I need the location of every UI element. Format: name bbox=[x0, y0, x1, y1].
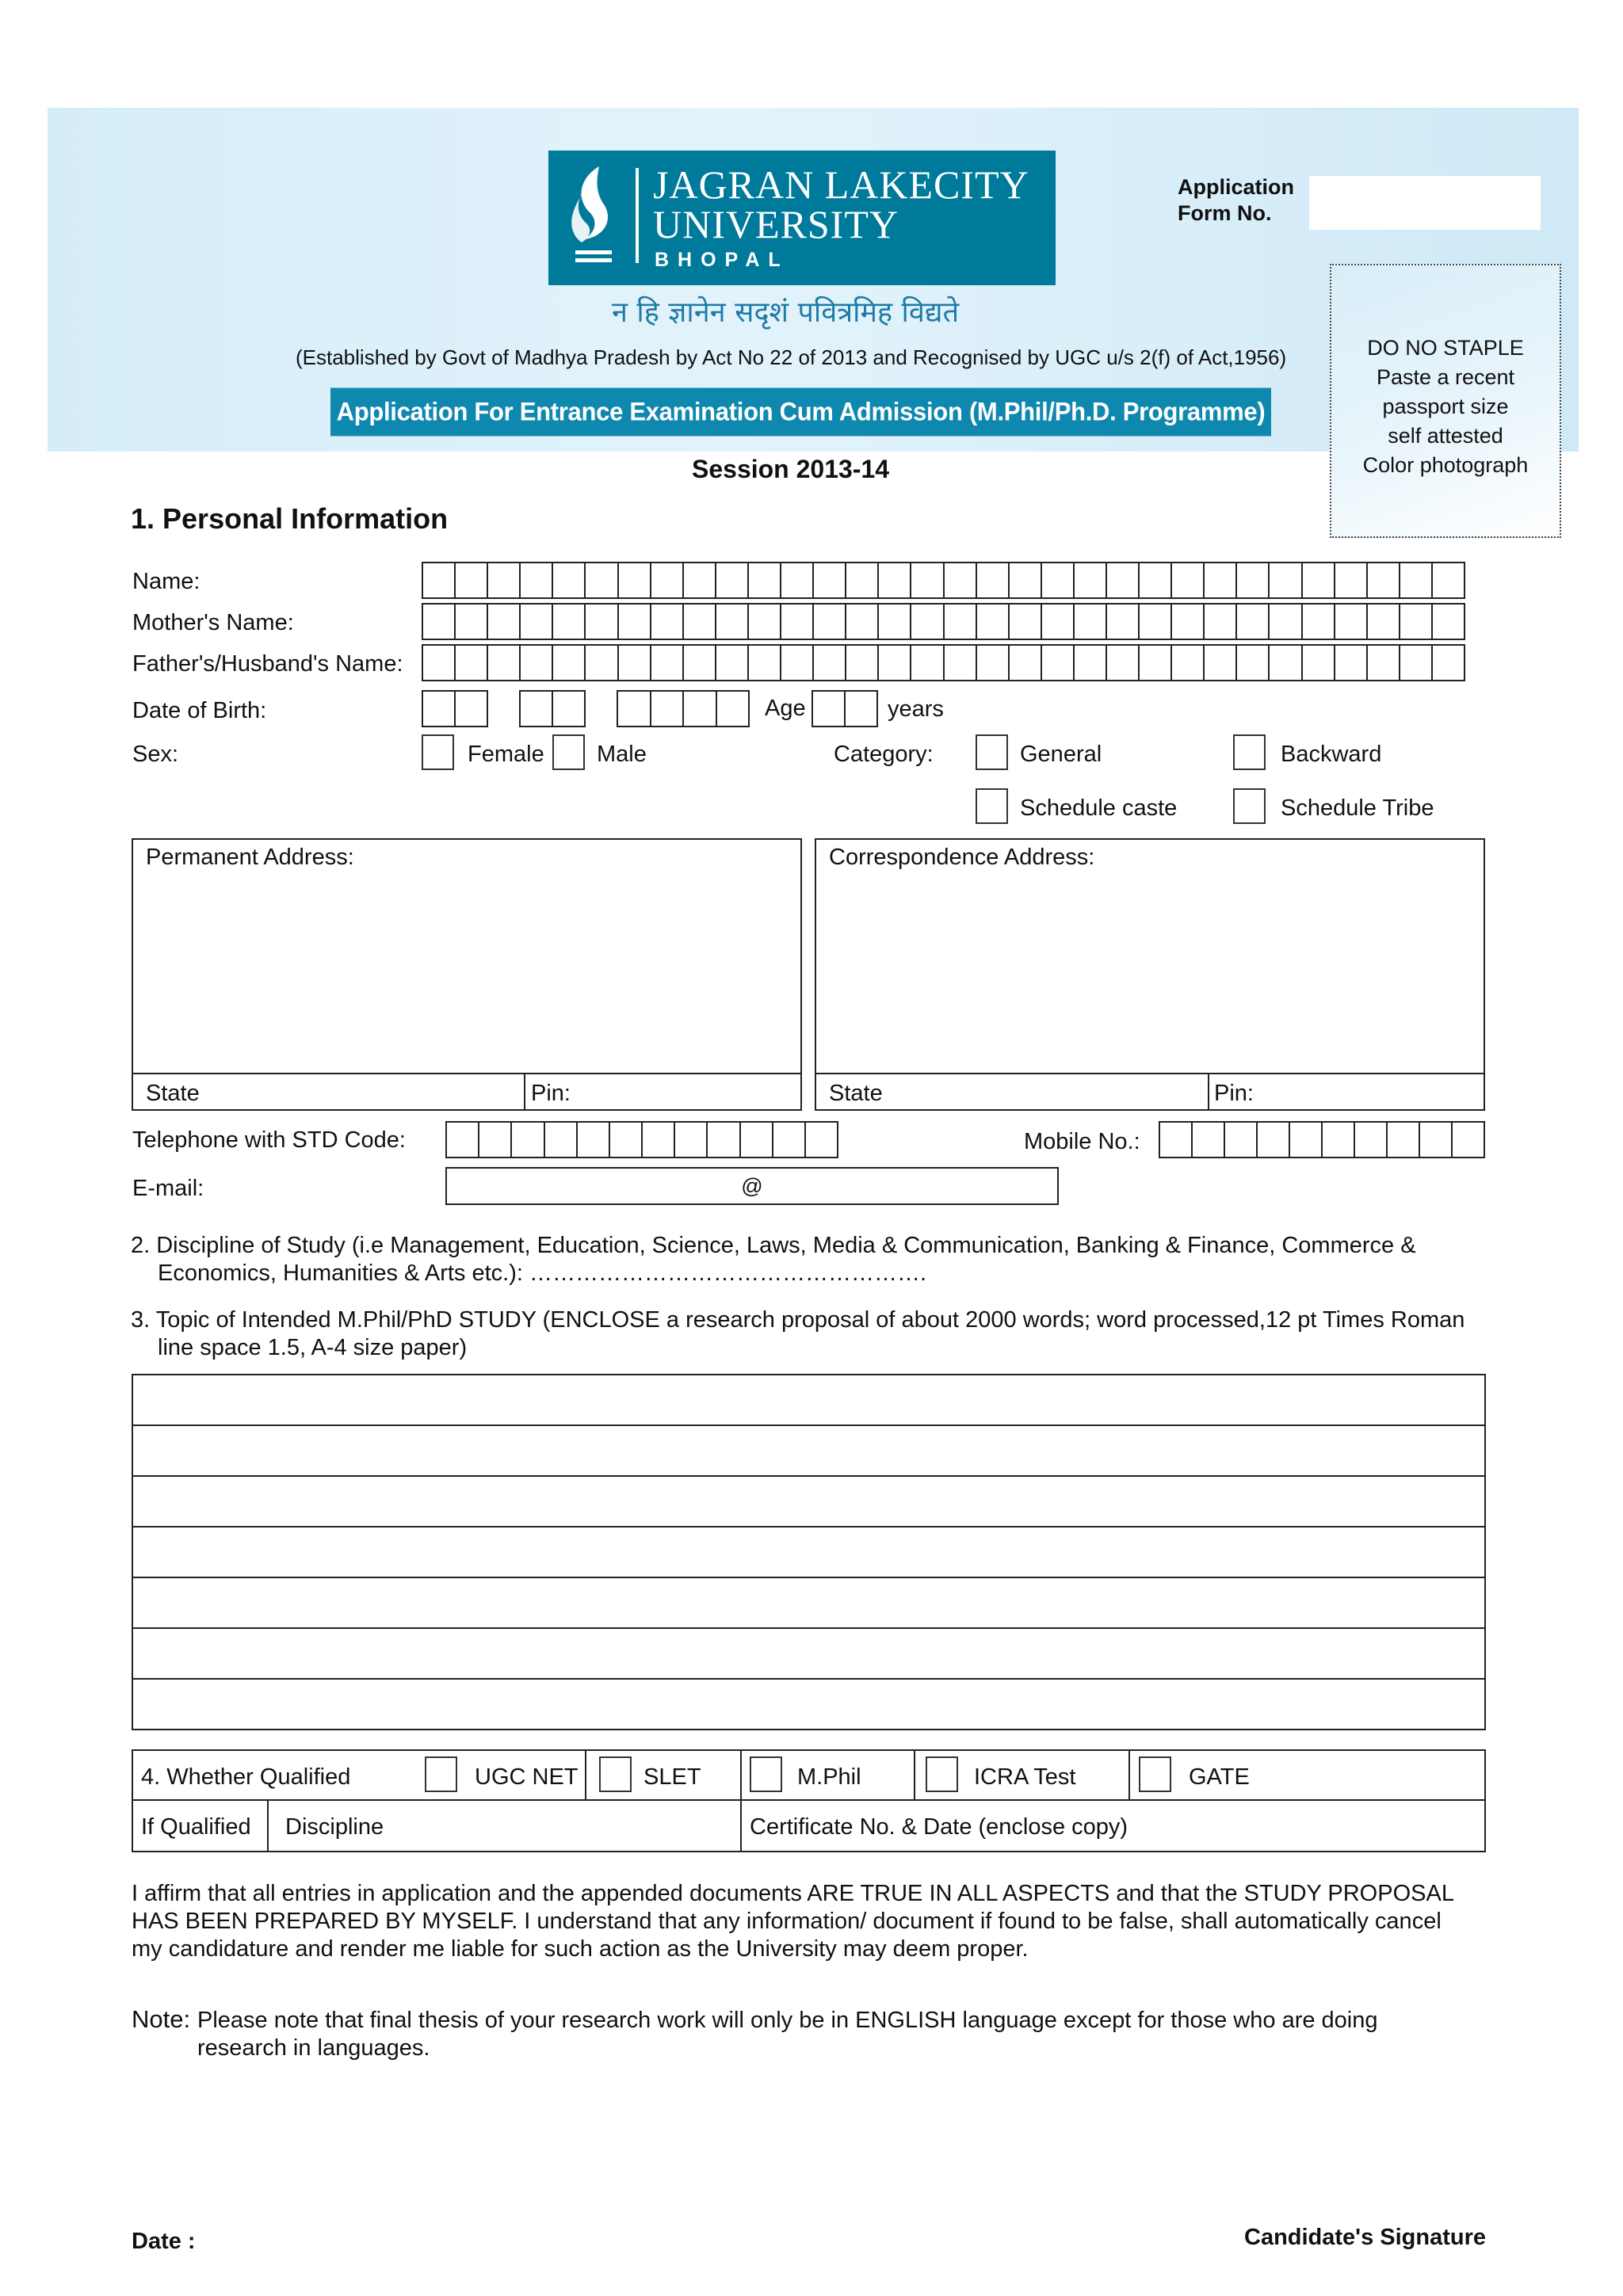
char-cell[interactable] bbox=[846, 646, 879, 680]
char-cell[interactable] bbox=[456, 692, 487, 726]
char-cell[interactable] bbox=[945, 646, 977, 680]
char-cell[interactable] bbox=[684, 692, 717, 726]
email-at-sign: @ bbox=[741, 1174, 763, 1198]
dob-label: Date of Birth: bbox=[132, 698, 267, 723]
char-cell[interactable] bbox=[749, 605, 781, 639]
discipline-line1: 2. Discipline of Study (i.e Management, Education, Science, Laws, Media & Communication, Banking & Finance, Commerce & bbox=[131, 1233, 1416, 1258]
char-cell[interactable] bbox=[1205, 563, 1237, 597]
char-cell[interactable] bbox=[814, 563, 846, 597]
char-cell[interactable] bbox=[1172, 646, 1205, 680]
note-label: Note: bbox=[132, 2005, 191, 2033]
correspondence-state-label: State bbox=[829, 1081, 883, 1106]
char-cell[interactable] bbox=[447, 1123, 479, 1157]
char-cell[interactable] bbox=[1368, 605, 1400, 639]
topic-line2: line space 1.5, A-4 size paper) bbox=[158, 1335, 468, 1360]
char-cell[interactable] bbox=[479, 1123, 512, 1157]
char-cell[interactable] bbox=[814, 646, 846, 680]
char-cell[interactable] bbox=[1258, 1123, 1290, 1157]
char-cell[interactable] bbox=[1323, 1123, 1355, 1157]
char-cell[interactable] bbox=[545, 1123, 578, 1157]
char-cell[interactable] bbox=[553, 563, 586, 597]
topic-line-field[interactable] bbox=[132, 1578, 1486, 1629]
char-cell[interactable] bbox=[488, 646, 521, 680]
form-title-banner: Application For Entrance Examination Cum Admission (M.Phil/Ph.D. Programme) bbox=[330, 388, 1271, 437]
note-line2: research in languages. bbox=[197, 2035, 430, 2061]
logo-text-line2: UNIVERSITY bbox=[653, 202, 899, 246]
char-cell[interactable] bbox=[1172, 563, 1205, 597]
topic-line-field[interactable] bbox=[132, 1477, 1486, 1527]
char-cell[interactable] bbox=[1172, 605, 1205, 639]
photo-instruction: self attested bbox=[1388, 424, 1503, 448]
char-cell[interactable] bbox=[716, 605, 749, 639]
char-cell[interactable] bbox=[1042, 563, 1075, 597]
char-cell[interactable] bbox=[651, 605, 684, 639]
char-cell[interactable] bbox=[814, 605, 846, 639]
char-cell[interactable] bbox=[1368, 563, 1400, 597]
topic-line1: 3. Topic of Intended M.Phil/PhD STUDY (ENCLOSE a research proposal of about 2000 words; word processed,12 pt Times Roman bbox=[131, 1307, 1465, 1333]
char-cell[interactable] bbox=[1193, 1123, 1225, 1157]
char-cell[interactable] bbox=[684, 563, 716, 597]
ugc-net-label: UGC NET bbox=[475, 1764, 579, 1790]
schedule-tribe-label: Schedule Tribe bbox=[1281, 795, 1434, 821]
char-cell[interactable] bbox=[1303, 605, 1335, 639]
char-cell[interactable] bbox=[1433, 605, 1464, 639]
char-cell[interactable] bbox=[619, 563, 651, 597]
char-cell[interactable] bbox=[911, 605, 944, 639]
char-cell[interactable] bbox=[1205, 646, 1237, 680]
char-cell[interactable] bbox=[618, 692, 651, 726]
char-cell[interactable] bbox=[945, 563, 977, 597]
char-cell[interactable] bbox=[488, 605, 521, 639]
char-cell[interactable] bbox=[651, 646, 684, 680]
char-cell[interactable] bbox=[773, 1123, 806, 1157]
char-cell[interactable] bbox=[521, 605, 553, 639]
char-cell[interactable] bbox=[675, 1123, 708, 1157]
char-cell[interactable] bbox=[1303, 646, 1335, 680]
sanskrit-motto: न हि ज्ञानेन सदृशं पवित्रमिह विद्यते bbox=[612, 296, 960, 329]
category-label: Category: bbox=[834, 742, 934, 767]
char-cell[interactable] bbox=[1388, 1123, 1420, 1157]
char-cell[interactable] bbox=[1140, 563, 1172, 597]
char-cell[interactable] bbox=[684, 605, 716, 639]
char-cell[interactable] bbox=[708, 1123, 740, 1157]
affirmation-line1: I affirm that all entries in application and the appended documents ARE TRUE IN ALL ASPECTS and that the STUDY PROPOSAL bbox=[132, 1881, 1454, 1906]
logo-text-line1: JAGRAN LAKECITY bbox=[653, 162, 1029, 207]
flame-emblem-icon bbox=[558, 160, 629, 271]
char-cell[interactable] bbox=[684, 646, 716, 680]
female-label: Female bbox=[468, 742, 544, 767]
discipline-line2: Economics, Humanities & Arts etc.): ……………………………………………. bbox=[158, 1261, 927, 1286]
char-cell[interactable] bbox=[879, 563, 911, 597]
char-cell[interactable] bbox=[1075, 646, 1107, 680]
photo-box[interactable] bbox=[1330, 264, 1561, 538]
father-name-char-boxes[interactable] bbox=[422, 644, 1465, 681]
char-cell[interactable] bbox=[456, 563, 488, 597]
char-cell[interactable] bbox=[423, 692, 456, 726]
char-cell[interactable] bbox=[749, 563, 781, 597]
sex-label: Sex: bbox=[132, 742, 179, 767]
general-label: General bbox=[1020, 742, 1102, 767]
topic-line-field[interactable] bbox=[132, 1375, 1486, 1426]
char-cell[interactable] bbox=[1140, 646, 1172, 680]
char-cell[interactable] bbox=[716, 646, 749, 680]
mother-name-label: Mother's Name: bbox=[132, 610, 294, 635]
char-cell[interactable] bbox=[1107, 605, 1140, 639]
divider bbox=[524, 1073, 525, 1111]
char-cell[interactable] bbox=[1107, 646, 1140, 680]
char-cell[interactable] bbox=[1355, 1123, 1388, 1157]
char-cell[interactable] bbox=[553, 692, 584, 726]
date-label: Date : bbox=[132, 2229, 196, 2254]
char-cell[interactable] bbox=[945, 605, 977, 639]
telephone-boxes[interactable] bbox=[445, 1121, 838, 1158]
divider bbox=[815, 1073, 1485, 1074]
name-label: Name: bbox=[132, 569, 200, 594]
slet-checkbox[interactable] bbox=[599, 1756, 632, 1792]
char-cell[interactable] bbox=[717, 692, 749, 726]
char-cell[interactable] bbox=[879, 646, 911, 680]
char-cell[interactable] bbox=[781, 563, 814, 597]
char-cell[interactable] bbox=[879, 605, 911, 639]
session-title: Session 2013-14 bbox=[692, 455, 890, 483]
char-cell[interactable] bbox=[521, 646, 553, 680]
char-cell[interactable] bbox=[553, 605, 586, 639]
char-cell[interactable] bbox=[586, 605, 618, 639]
photo-instruction: Color photograph bbox=[1362, 453, 1529, 477]
char-cell[interactable] bbox=[619, 605, 651, 639]
char-cell[interactable] bbox=[1368, 646, 1400, 680]
char-cell[interactable] bbox=[456, 605, 488, 639]
divider bbox=[132, 1073, 802, 1074]
email-field[interactable] bbox=[445, 1167, 1059, 1205]
mobile-label: Mobile No.: bbox=[1024, 1129, 1140, 1154]
father-name-label: Father's/Husband's Name: bbox=[132, 651, 403, 677]
char-cell[interactable] bbox=[1303, 563, 1335, 597]
char-cell[interactable] bbox=[977, 646, 1010, 680]
age-boxes[interactable] bbox=[812, 690, 878, 727]
char-cell[interactable] bbox=[741, 1123, 773, 1157]
photo-instruction: DO NO STAPLE bbox=[1367, 336, 1524, 360]
permanent-address-label: Permanent Address: bbox=[146, 845, 354, 870]
photo-instruction: passport size bbox=[1382, 395, 1509, 418]
char-cell[interactable] bbox=[423, 605, 456, 639]
dob-year-boxes[interactable] bbox=[617, 690, 750, 727]
divider bbox=[1128, 1749, 1130, 1800]
char-cell[interactable] bbox=[1400, 563, 1433, 597]
char-cell[interactable] bbox=[1042, 605, 1075, 639]
char-cell[interactable] bbox=[1010, 563, 1042, 597]
form-number-label bbox=[1178, 174, 1294, 227]
slet-label: SLET bbox=[643, 1764, 701, 1790]
char-cell[interactable] bbox=[846, 692, 876, 726]
char-cell[interactable] bbox=[1225, 1123, 1258, 1157]
char-cell[interactable] bbox=[1160, 1123, 1193, 1157]
char-cell[interactable] bbox=[1400, 605, 1433, 639]
form-number-label-line2: Form No. bbox=[1178, 201, 1272, 225]
correspondence-address-box[interactable] bbox=[815, 838, 1485, 1111]
mobile-boxes[interactable] bbox=[1159, 1121, 1485, 1158]
correspondence-address-label: Correspondence Address: bbox=[829, 845, 1095, 870]
char-cell[interactable] bbox=[1140, 605, 1172, 639]
char-cell[interactable] bbox=[1010, 605, 1042, 639]
char-cell[interactable] bbox=[1010, 646, 1042, 680]
backward-checkbox[interactable] bbox=[1233, 734, 1266, 770]
char-cell[interactable] bbox=[521, 563, 553, 597]
if-qualified-label: If Qualified bbox=[141, 1814, 251, 1840]
char-cell[interactable] bbox=[1075, 605, 1107, 639]
section-heading-personal: 1. Personal Information bbox=[131, 502, 449, 535]
name-char-boxes[interactable] bbox=[422, 562, 1465, 599]
university-logo bbox=[548, 151, 1056, 285]
logo-divider bbox=[636, 168, 639, 263]
backward-label: Backward bbox=[1281, 742, 1382, 767]
char-cell[interactable] bbox=[512, 1123, 544, 1157]
char-cell[interactable] bbox=[1433, 646, 1464, 680]
ugc-net-checkbox[interactable] bbox=[425, 1756, 457, 1792]
icra-test-checkbox[interactable] bbox=[926, 1756, 958, 1792]
char-cell[interactable] bbox=[846, 563, 879, 597]
certificate-field-label: Certificate No. & Date (enclose copy) bbox=[750, 1814, 1128, 1840]
gate-label: GATE bbox=[1189, 1764, 1250, 1790]
divider bbox=[914, 1749, 915, 1800]
char-cell[interactable] bbox=[1335, 646, 1368, 680]
char-cell[interactable] bbox=[586, 646, 618, 680]
discipline-field-label: Discipline bbox=[285, 1814, 384, 1840]
char-cell[interactable] bbox=[806, 1123, 837, 1157]
char-cell[interactable] bbox=[977, 605, 1010, 639]
char-cell[interactable] bbox=[423, 563, 456, 597]
age-label: Age bbox=[765, 696, 806, 721]
establishment-note: (Established by Govt of Madhya Pradesh by Act No 22 of 2013 and Recognised by UGC u/s 2(f) of Act,1956) bbox=[296, 345, 1287, 369]
permanent-pin-label: Pin: bbox=[531, 1081, 571, 1106]
char-cell[interactable] bbox=[1335, 563, 1368, 597]
topic-line-field[interactable] bbox=[132, 1629, 1486, 1680]
char-cell[interactable] bbox=[619, 646, 651, 680]
schedule-caste-label: Schedule caste bbox=[1020, 795, 1178, 821]
char-cell[interactable] bbox=[610, 1123, 643, 1157]
divider bbox=[740, 1749, 742, 1852]
char-cell[interactable] bbox=[1237, 563, 1270, 597]
divider bbox=[585, 1749, 586, 1800]
char-cell[interactable] bbox=[578, 1123, 610, 1157]
char-cell[interactable] bbox=[749, 646, 781, 680]
telephone-label: Telephone with STD Code: bbox=[132, 1127, 406, 1153]
years-label: years bbox=[888, 696, 944, 722]
char-cell[interactable] bbox=[651, 692, 685, 726]
char-cell[interactable] bbox=[846, 605, 879, 639]
mphil-label: M.Phil bbox=[797, 1764, 861, 1790]
char-cell[interactable] bbox=[521, 692, 553, 726]
mphil-checkbox[interactable] bbox=[750, 1756, 782, 1792]
logo-text-city: BHOPAL bbox=[655, 249, 789, 271]
char-cell[interactable] bbox=[1107, 563, 1140, 597]
correspondence-pin-label: Pin: bbox=[1214, 1081, 1254, 1106]
char-cell[interactable] bbox=[716, 563, 749, 597]
char-cell[interactable] bbox=[977, 563, 1010, 597]
char-cell[interactable] bbox=[911, 563, 944, 597]
topic-line-field[interactable] bbox=[132, 1426, 1486, 1477]
signature-label: Candidate's Signature bbox=[1244, 2225, 1487, 2250]
whether-qualified-label: 4. Whether Qualified bbox=[141, 1764, 351, 1790]
char-cell[interactable] bbox=[1453, 1123, 1484, 1157]
male-checkbox[interactable] bbox=[552, 734, 585, 770]
char-cell[interactable] bbox=[1290, 1123, 1323, 1157]
schedule-tribe-checkbox[interactable] bbox=[1233, 788, 1266, 824]
char-cell[interactable] bbox=[1433, 563, 1464, 597]
topic-line-field[interactable] bbox=[132, 1527, 1486, 1578]
char-cell[interactable] bbox=[488, 563, 521, 597]
icra-test-label: ICRA Test bbox=[974, 1764, 1076, 1790]
char-cell[interactable] bbox=[1205, 605, 1237, 639]
char-cell[interactable] bbox=[1270, 563, 1302, 597]
char-cell[interactable] bbox=[423, 646, 456, 680]
char-cell[interactable] bbox=[781, 605, 814, 639]
permanent-address-box[interactable] bbox=[132, 838, 802, 1111]
char-cell[interactable] bbox=[456, 646, 488, 680]
schedule-caste-checkbox[interactable] bbox=[976, 788, 1008, 824]
gate-checkbox[interactable] bbox=[1139, 1756, 1171, 1792]
char-cell[interactable] bbox=[553, 646, 586, 680]
char-cell[interactable] bbox=[911, 646, 944, 680]
photo-instruction: Paste a recent bbox=[1376, 365, 1515, 389]
affirmation-line3: my candidature and render me liable for such action as the University may deem proper. bbox=[132, 1936, 1029, 1962]
affirmation-line2: HAS BEEN PREPARED BY MYSELF. I understand that any information/ document if found to be false, shall automatically cancel bbox=[132, 1909, 1442, 1934]
form-number-label-line1: Application bbox=[1178, 175, 1294, 199]
char-cell[interactable] bbox=[1400, 646, 1433, 680]
char-cell[interactable] bbox=[813, 692, 846, 726]
char-cell[interactable] bbox=[1335, 605, 1368, 639]
divider bbox=[267, 1800, 269, 1852]
mother-name-char-boxes[interactable] bbox=[422, 603, 1465, 640]
note-line1: Please note that final thesis of your research work will only be in ENGLISH language except for those who are doing bbox=[197, 2008, 1378, 2033]
divider bbox=[132, 1799, 1486, 1801]
male-label: Male bbox=[597, 742, 647, 767]
char-cell[interactable] bbox=[643, 1123, 675, 1157]
char-cell[interactable] bbox=[781, 646, 814, 680]
char-cell[interactable] bbox=[1075, 563, 1107, 597]
char-cell[interactable] bbox=[1420, 1123, 1453, 1157]
dob-month-boxes[interactable] bbox=[519, 690, 586, 727]
topic-line-field[interactable] bbox=[132, 1680, 1486, 1730]
char-cell[interactable] bbox=[651, 563, 684, 597]
char-cell[interactable] bbox=[1237, 646, 1270, 680]
dob-day-boxes[interactable] bbox=[422, 690, 488, 727]
char-cell[interactable] bbox=[1042, 646, 1075, 680]
char-cell[interactable] bbox=[1270, 646, 1302, 680]
char-cell[interactable] bbox=[1237, 605, 1270, 639]
char-cell[interactable] bbox=[586, 563, 618, 597]
permanent-state-label: State bbox=[146, 1081, 200, 1106]
char-cell[interactable] bbox=[1270, 605, 1302, 639]
email-label: E-mail: bbox=[132, 1176, 204, 1201]
general-checkbox[interactable] bbox=[976, 734, 1008, 770]
female-checkbox[interactable] bbox=[422, 734, 454, 770]
form-number-field[interactable] bbox=[1309, 176, 1541, 230]
divider bbox=[1208, 1073, 1209, 1111]
